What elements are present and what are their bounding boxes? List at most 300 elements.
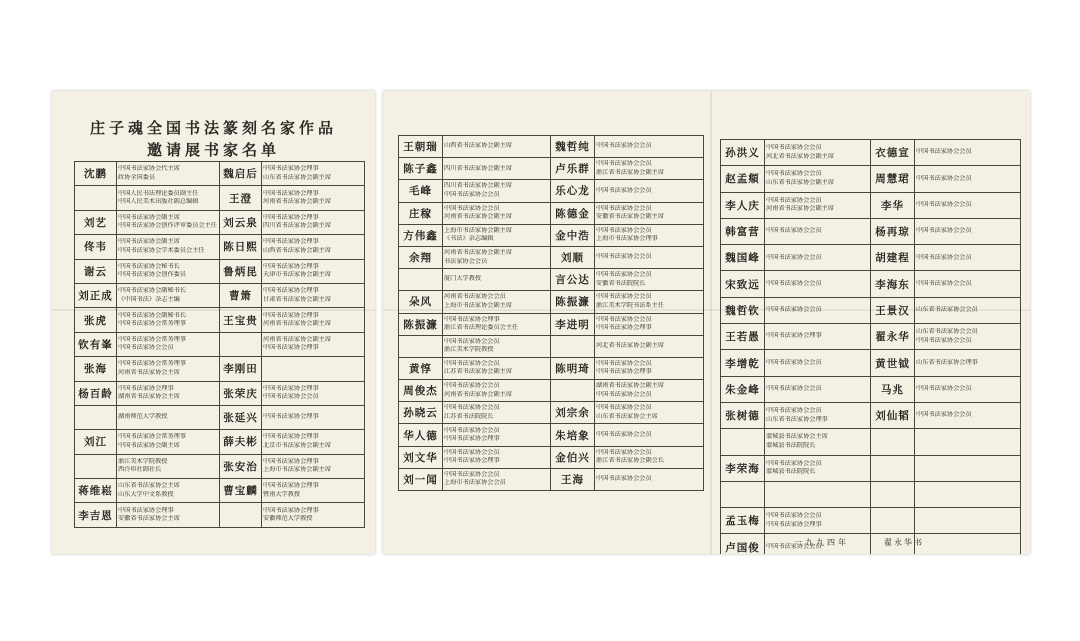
calligrapher-name <box>75 454 117 478</box>
title-line: 浙江省书法理论委员会主任 <box>444 324 519 332</box>
title-line: 中国书法家协会会员 <box>916 148 972 156</box>
calligrapher-titles <box>595 468 704 490</box>
calligrapher-name: 王澄 <box>220 186 262 210</box>
title-line: 中国书法家协会会员 <box>766 306 822 314</box>
calligrapher-titles <box>443 380 551 402</box>
table-row <box>75 454 365 478</box>
title-line: 书法家协会会员 <box>444 257 488 265</box>
table-row <box>399 335 704 357</box>
table-row <box>721 534 1021 554</box>
calligrapher-name: 鲁炳昆 <box>220 259 262 283</box>
calligrapher-titles <box>262 381 365 405</box>
calligrapher-name: 刘云泉 <box>220 210 262 234</box>
calligrapher-titles <box>262 162 365 186</box>
title-line: 中国书法家协会会员 <box>596 226 652 234</box>
table-row <box>721 166 1021 192</box>
calligrapher-titles <box>595 380 704 402</box>
table-row <box>399 402 704 424</box>
title-line: 中国书法家协会理事 <box>263 165 319 173</box>
title-line: 中国书法家协会常务理事 <box>118 433 187 441</box>
title-line: 中国书法家协会副主席 <box>118 238 180 246</box>
calligrapher-titles <box>262 283 365 307</box>
calligrapher-titles <box>443 357 551 379</box>
table-row <box>75 479 365 503</box>
title-line: 中国书法家协会会员 <box>444 426 500 434</box>
calligrapher-name <box>220 332 262 356</box>
title-line: 中国书法家协会副秘书长 <box>118 311 187 319</box>
calligrapher-name: 王景汉 <box>871 297 915 323</box>
title-line: 中国书法家协会会员 <box>916 200 972 208</box>
calligrapher-name: 李荣海 <box>721 455 765 481</box>
calligrapher-titles <box>765 429 871 455</box>
calligrapher-name: 刘文华 <box>399 446 443 468</box>
title-line: 四川省书法家协会副主席 <box>444 182 513 190</box>
table-row <box>399 380 704 402</box>
table-row <box>75 381 365 405</box>
calligrapher-titles <box>765 297 871 323</box>
calligrapher-name: 孙晓云 <box>399 402 443 424</box>
title-line: 中国书法家协会理事 <box>263 344 319 352</box>
title-line: 中国书法家协会代主席 <box>118 165 180 173</box>
calligrapher-titles <box>595 180 704 202</box>
title-line: 安徽省书法家协会主席 <box>118 515 180 523</box>
calligrapher-name: 刘正成 <box>75 283 117 307</box>
title-line: 中国书法家协会会员 <box>916 279 972 287</box>
calligrapher-name <box>399 269 443 291</box>
title-line: 中国书法家协会理事 <box>263 506 319 514</box>
title-line: 山东省书法家协会理事 <box>916 358 978 366</box>
table-row <box>75 259 365 283</box>
title-line: 中国书法家协会会员 <box>916 253 972 261</box>
calligrapher-titles <box>443 313 551 335</box>
calligrapher-name: 李增乾 <box>721 350 765 376</box>
title-line: 中国人民书法理论委员副主任 <box>118 189 199 197</box>
calligrapher-name: 宋致远 <box>721 271 765 297</box>
title-line: 中国书法家协会理事 <box>263 262 319 270</box>
table-row <box>399 202 704 224</box>
title-line: 河南省书法家协会副主席 <box>444 390 513 398</box>
calligrapher-titles <box>117 405 220 429</box>
title-line: 中国书法家协会会员 <box>766 542 822 550</box>
title-line: 中国书法家协会会员 <box>596 315 652 323</box>
calligrapher-name: 钦有峯 <box>75 332 117 356</box>
title-line: 中国书法家协会会员 <box>444 448 500 456</box>
title-line: 河南省书法家协会副主席 <box>263 320 332 328</box>
calligrapher-titles <box>262 357 365 381</box>
title-line: 中国书法家协会理事 <box>263 384 319 392</box>
title-line: 政协全国委员 <box>118 173 156 181</box>
calligrapher-titles <box>915 376 1021 402</box>
calligrapher-name: 王海 <box>551 468 595 490</box>
table-row <box>75 235 365 259</box>
calligrapher-name: 王若愚 <box>721 324 765 350</box>
calligrapher-titles <box>117 454 220 478</box>
calligrapher-titles <box>915 455 1021 481</box>
calligrapher-name: 方伟鑫 <box>399 224 443 246</box>
title-line: 河南省书法家协会副主席 <box>263 198 332 206</box>
title-line: 中国书法家协会会员 <box>916 336 972 344</box>
table-row <box>399 313 704 335</box>
title-line: 中国书法家协会会员 <box>444 337 500 345</box>
title-line: 中国书法家协会会员 <box>444 204 500 212</box>
calligrapher-name: 刘江 <box>75 430 117 454</box>
title-line: 蒙城县书法家协会主席 <box>766 433 828 441</box>
calligrapher-titles <box>915 192 1021 218</box>
calligrapher-titles <box>765 245 871 271</box>
calligrapher-name: 黄世钺 <box>871 350 915 376</box>
table-row <box>721 455 1021 481</box>
title-line: 中国书法家协会常务理事 <box>118 320 187 328</box>
calligrapher-name: 陈日熙 <box>220 235 262 259</box>
title-line: 中国书法家协会会员 <box>766 144 822 152</box>
table-row <box>75 430 365 454</box>
calligrapher-titles <box>117 210 220 234</box>
calligrapher-name: 卢国俊 <box>721 534 765 554</box>
calligrapher-name: 周慧珺 <box>871 166 915 192</box>
title-line: 中国书法家协会理事 <box>263 238 319 246</box>
title-line: 中国书法家协会理事 <box>596 368 652 376</box>
calligrapher-name: 马兆 <box>871 376 915 402</box>
title-line: 四川省书法家协会副主席 <box>263 222 332 230</box>
title-line: 上海市书法家协会副主席 <box>444 226 513 234</box>
title-line: 蒙城县书法院院长 <box>766 468 816 476</box>
table-row <box>399 357 704 379</box>
calligrapher-titles <box>765 324 871 350</box>
calligrapher-name <box>551 335 595 357</box>
table-row <box>721 508 1021 534</box>
calligrapher-titles <box>262 430 365 454</box>
title-line: 中国书法家协会理事 <box>263 457 319 465</box>
calligrapher-titles <box>443 202 551 224</box>
title-line: 厦门大学教授 <box>444 275 482 283</box>
calligrapher-titles <box>262 479 365 503</box>
calligrapher-titles <box>117 430 220 454</box>
calligrapher-name: 魏哲纯 <box>551 136 595 158</box>
calligrapher-name: 朱金峰 <box>721 376 765 402</box>
table-row <box>75 186 365 210</box>
calligrapher-name: 庄稼 <box>399 202 443 224</box>
title-line: 河南省书法家协会副主席 <box>444 249 513 257</box>
calligrapher-titles <box>262 235 365 259</box>
calligrapher-name: 刘仙韬 <box>871 402 915 428</box>
calligrapher-titles <box>262 186 365 210</box>
title-line: 中国书法家协会理事 <box>263 213 319 221</box>
calligrapher-titles <box>443 246 551 268</box>
table-row <box>399 246 704 268</box>
calligrapher-titles <box>262 259 365 283</box>
table-row <box>399 224 704 246</box>
title-line: 四川省书法家协会副主席 <box>444 164 513 172</box>
title-line: 中国书法家协会会员 <box>444 190 500 198</box>
document-title: 庄子魂全国书法篆刻名家作品 <box>89 119 337 137</box>
title-line: 中国书法家协会理事 <box>596 324 652 332</box>
calligrapher-titles <box>595 246 704 268</box>
calligrapher-name: 杨百龄 <box>75 381 117 405</box>
calligrapher-titles <box>765 350 871 376</box>
calligrapher-name: 朱培象 <box>551 424 595 446</box>
calligrapher-name <box>721 429 765 455</box>
calligrapher-titles <box>117 235 220 259</box>
calligrapher-titles <box>595 402 704 424</box>
calligrapher-titles <box>117 381 220 405</box>
calligrapher-name: 刘一闻 <box>399 468 443 490</box>
calligrapher-titles <box>915 324 1021 350</box>
roster-page-2 <box>383 91 712 554</box>
calligrapher-name: 孟玉梅 <box>721 508 765 534</box>
table-row <box>721 271 1021 297</box>
title-line: 中国书法家协会会员 <box>766 227 822 235</box>
title-line: 暨南大学教授 <box>263 490 301 498</box>
title-line: 山东省书法家协会主席 <box>596 412 658 420</box>
calligrapher-name <box>399 335 443 357</box>
title-line: 中国书法家协会创作委员 <box>118 271 187 279</box>
title-line: 北京市书法家协会副主席 <box>263 441 332 449</box>
calligrapher-name: 杨再琼 <box>871 218 915 244</box>
calligrapher-titles <box>915 508 1021 534</box>
table-row <box>75 308 365 332</box>
calligrapher-titles <box>765 455 871 481</box>
title-line: 中国书法家协会理事 <box>263 482 319 490</box>
calligrapher-name: 李海东 <box>871 271 915 297</box>
document-subtitle: 邀请展书家名单 <box>146 141 280 159</box>
title-line: 中国书法家协会创作评审委员会主任 <box>118 222 217 230</box>
calligrapher-titles <box>262 332 365 356</box>
calligrapher-titles <box>915 481 1021 507</box>
title-line: 中国书法家协会会员 <box>596 271 652 279</box>
title-line: 中国书法家协会副主席 <box>118 213 180 221</box>
calligrapher-titles <box>595 202 704 224</box>
calligrapher-titles <box>117 479 220 503</box>
calligrapher-name: 孙洪义 <box>721 140 765 166</box>
title-line: 中国书法家协会会员 <box>596 430 652 438</box>
roster-page-1 <box>52 91 375 554</box>
calligrapher-titles <box>443 335 551 357</box>
title-line: 中国书法家协会会员 <box>596 293 652 301</box>
calligrapher-titles <box>443 180 551 202</box>
table-row <box>399 136 704 158</box>
title-line: 中国书法家协会会员 <box>444 470 500 478</box>
title-line: 河北省书法家协会副主席 <box>596 342 665 350</box>
calligrapher-name: 曹宝麟 <box>220 479 262 503</box>
title-line: 上海市书法家协会理事 <box>596 235 658 243</box>
calligrapher-titles <box>595 424 704 446</box>
title-line: 安徽省书法院院长 <box>596 279 646 287</box>
title-line: 中国书法家协会会员 <box>596 142 652 150</box>
calligrapher-titles <box>595 136 704 158</box>
title-line: 中国书法家协会会员 <box>118 344 174 352</box>
calligrapher-titles <box>915 140 1021 166</box>
calligrapher-name: 黄惇 <box>399 357 443 379</box>
calligrapher-titles <box>595 224 704 246</box>
calligrapher-name: 韩富营 <box>721 218 765 244</box>
title-line: 中国书法家协会理事 <box>263 189 319 197</box>
calligrapher-name: 魏启后 <box>220 162 262 186</box>
calligrapher-name: 陈振濂 <box>551 291 595 313</box>
calligrapher-titles <box>595 313 704 335</box>
calligrapher-name: 周俊杰 <box>399 380 443 402</box>
calligrapher-titles <box>915 402 1021 428</box>
calligrapher-titles <box>443 424 551 446</box>
title-line: 中国书法家协会学术委员会主任 <box>118 246 205 254</box>
calligrapher-name: 刘顺 <box>551 246 595 268</box>
roster-table-1 <box>74 161 365 528</box>
title-line: 中国书法家协会会员 <box>766 459 822 467</box>
calligrapher-titles <box>595 158 704 180</box>
title-line: 山东省书法家协会理事 <box>766 415 828 423</box>
calligrapher-name <box>871 481 915 507</box>
title-line: 中国书法家协会会员 <box>766 407 822 415</box>
calligrapher-titles <box>262 210 365 234</box>
roster-table-3 <box>720 139 1021 554</box>
calligrapher-titles <box>443 291 551 313</box>
calligrapher-titles <box>595 269 704 291</box>
title-line: 中国书法家协会副主席 <box>118 441 180 449</box>
title-line: 山西省书法家协会副主席 <box>263 246 332 254</box>
calligrapher-name: 衣德宣 <box>871 140 915 166</box>
title-line: 山东大学中文系教授 <box>118 490 174 498</box>
calligrapher-name: 曹箫 <box>220 283 262 307</box>
table-row <box>721 245 1021 271</box>
calligrapher-name: 张虎 <box>75 308 117 332</box>
title-line: 中国书法家协会会员 <box>916 385 972 393</box>
title-line: 山东省书法家协会副主席 <box>766 178 835 186</box>
table-row <box>75 210 365 234</box>
calligrapher-name: 李人庆 <box>721 192 765 218</box>
title-line: 中国书法家协会会员 <box>596 390 652 398</box>
title-line: 浙江省书法家协会副主席 <box>596 168 665 176</box>
title-line: 安徽省书法家协会副主席 <box>596 213 665 221</box>
title-line: 《中国书法》杂志主编 <box>118 295 180 303</box>
calligrapher-titles <box>765 192 871 218</box>
table-row <box>721 192 1021 218</box>
calligrapher-name: 翟永华 <box>871 324 915 350</box>
title-line: 中国书法家协会会员 <box>766 253 822 261</box>
title-line: 中国书法家协会理事 <box>263 287 319 295</box>
title-line: 河北省书法家协会副主席 <box>766 152 835 160</box>
calligrapher-name: 张延兴 <box>220 405 262 429</box>
table-row <box>75 283 365 307</box>
calligrapher-titles <box>117 357 220 381</box>
calligrapher-name <box>220 503 262 527</box>
calligrapher-titles <box>443 158 551 180</box>
title-line: 中国书法家协会会员 <box>916 227 972 235</box>
title-line: 湖南省书法家协会主席 <box>118 393 180 401</box>
calligrapher-name: 金中浩 <box>551 224 595 246</box>
calligrapher-name: 佟韦 <box>75 235 117 259</box>
table-row <box>721 481 1021 507</box>
calligrapher-name <box>551 380 595 402</box>
table-row <box>399 180 704 202</box>
title-line: 中国书法家协会会员 <box>596 186 652 194</box>
title-line: 上海市书法家协会会员 <box>444 479 506 487</box>
calligrapher-name: 余翔 <box>399 246 443 268</box>
table-row <box>399 468 704 490</box>
title-line: 浙江美术学院教授 <box>444 346 494 354</box>
calligrapher-titles <box>262 308 365 332</box>
title-line: 中国书法家协会会员 <box>766 358 822 366</box>
title-line: 蒙城县书法院院长 <box>766 441 816 449</box>
calligrapher-titles <box>117 162 220 186</box>
calligrapher-name: 陈子鑫 <box>399 158 443 180</box>
table-row <box>75 405 365 429</box>
calligrapher-name: 陈德金 <box>551 202 595 224</box>
calligrapher-name: 陈振濂 <box>399 313 443 335</box>
title-line: 中国书法家协会会员 <box>916 411 972 419</box>
calligrapher-titles <box>915 271 1021 297</box>
calligrapher-name: 薛夫彬 <box>220 430 262 454</box>
title-line: 上海市书法家协会副主席 <box>444 301 513 309</box>
title-line: 上海市书法家协会副主席 <box>263 466 332 474</box>
title-line: 浙江美术学院书法系主任 <box>596 301 665 309</box>
calligrapher-name: 朵风 <box>399 291 443 313</box>
title-line: 中国书法家协会会员 <box>444 359 500 367</box>
calligrapher-titles <box>443 136 551 158</box>
calligrapher-titles <box>443 224 551 246</box>
title-line: 中国书法家协会理事 <box>766 332 822 340</box>
title-line: 安徽师范大学教授 <box>263 515 313 523</box>
table-row <box>721 429 1021 455</box>
title-line: 河南省书法家协会主席 <box>118 368 180 376</box>
calligrapher-titles <box>443 446 551 468</box>
title-line: 中国书法家协会理事 <box>444 457 500 465</box>
title-line: 山东省书法家协会副主席 <box>263 173 332 181</box>
calligrapher-titles <box>262 503 365 527</box>
title-line: 中国书法家协会会员 <box>766 512 822 520</box>
title-line: 山东省书法家协会会员 <box>916 306 978 314</box>
title-line: 中国书法家协会理事 <box>263 433 319 441</box>
table-row <box>399 269 704 291</box>
calligrapher-name: 沈鹏 <box>75 162 117 186</box>
calligrapher-titles <box>765 481 871 507</box>
table-row <box>75 357 365 381</box>
title-line: 西泠印社副社长 <box>118 466 162 474</box>
title-line: 河南省书法家协会副主席 <box>766 205 835 213</box>
calligrapher-titles <box>595 357 704 379</box>
title-line: 天津市书法家协会副主席 <box>263 271 332 279</box>
title-line: 中国书法家协会理事 <box>118 384 174 392</box>
calligrapher-titles <box>915 218 1021 244</box>
calligrapher-name <box>871 455 915 481</box>
title-line: 湖南省书法家协会副主席 <box>596 382 665 390</box>
title-line: 《书法》杂志编辑 <box>444 235 494 243</box>
calligrapher-name: 王宝贵 <box>220 308 262 332</box>
calligrapher-titles <box>915 429 1021 455</box>
calligrapher-titles <box>117 332 220 356</box>
calligrapher-titles <box>117 186 220 210</box>
calligrapher-name: 陈明琦 <box>551 357 595 379</box>
title-line: 江苏省书法家协会副主席 <box>444 368 513 376</box>
calligrapher-name: 张树德 <box>721 402 765 428</box>
table-row <box>75 162 365 186</box>
calligrapher-titles <box>595 446 704 468</box>
title-line: 中国人民美术出版社副总编辑 <box>118 198 199 206</box>
calligrapher-name: 乐心龙 <box>551 180 595 202</box>
table-row <box>721 350 1021 376</box>
table-row <box>399 446 704 468</box>
title-line: 中国书法家协会会员 <box>444 404 500 412</box>
calligrapher-name: 金伯兴 <box>551 446 595 468</box>
title-line: 中国书法家协会会员 <box>766 279 822 287</box>
title-line: 中国书法家协会会员 <box>596 475 652 483</box>
title-line: 河南省书法家协会会员 <box>444 293 506 301</box>
title-line: 中国书法家协会理事 <box>118 506 174 514</box>
calligrapher-name <box>871 429 915 455</box>
table-row <box>75 503 365 527</box>
roster-table-2 <box>398 135 704 491</box>
calligrapher-titles <box>915 166 1021 192</box>
calligrapher-titles <box>765 376 871 402</box>
calligrapher-name: 胡建程 <box>871 245 915 271</box>
